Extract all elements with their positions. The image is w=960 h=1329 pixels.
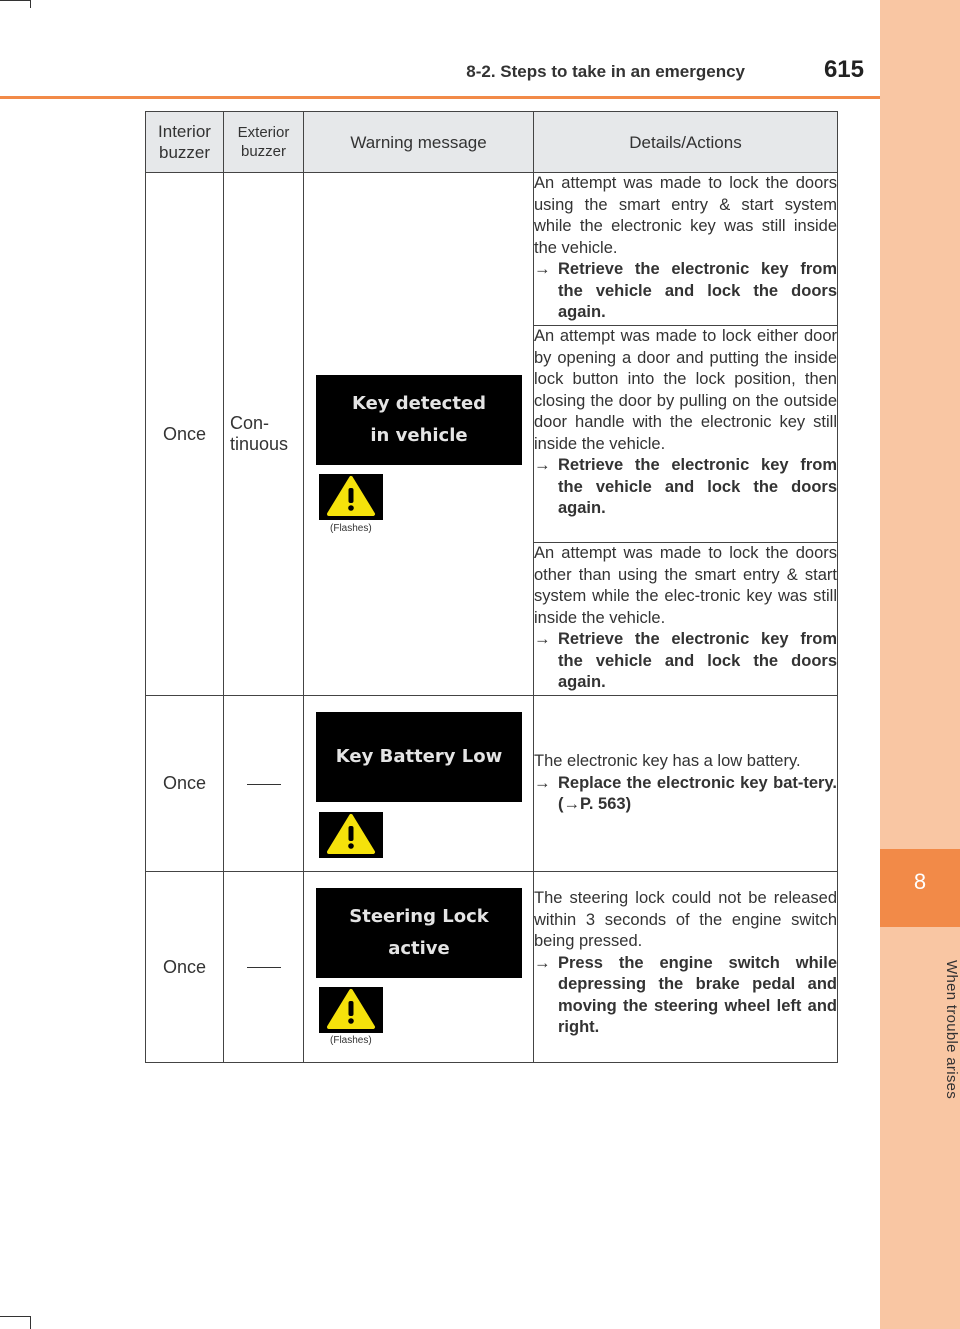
details-cell (534, 326, 838, 543)
interior-buzzer-cell: Once (146, 173, 224, 696)
crop-mark (30, 0, 31, 8)
detail-text: The electronic key has a low battery. (534, 752, 801, 771)
detail-text: An attempt was made to lock the doors using the smart entry & start system while the electronic key was still inside the vehicle. (534, 174, 837, 257)
section-title: 8-2. Steps to take in an emergency (466, 62, 745, 81)
table-row (146, 173, 838, 326)
flashes-note: (Flashes) (330, 523, 372, 534)
action-text: Retrieve the electronic key from the vehicle and lock the doors again. (558, 630, 837, 691)
chapter-side-tab (880, 0, 960, 1329)
dash-none (247, 784, 281, 785)
action-line (534, 259, 837, 324)
detail-text: An attempt was made to lock the doors other than using the smart entry & start system while the elec-tronic key was still inside the vehicle. (534, 544, 837, 627)
arrow-icon: → (534, 953, 551, 972)
action-text: Retrieve the electronic key from the vehicle and lock the doors again. (558, 260, 837, 321)
warning-message-cell (304, 872, 534, 1063)
exterior-buzzer-cell (224, 872, 304, 1063)
crop-mark (0, 0, 30, 1)
action-text: Retrieve the electronic key from the vehicle and lock the doors again. (558, 456, 837, 517)
warning-message-cell (304, 696, 534, 872)
table-row (146, 872, 838, 1063)
screen-text-line1: Steering Lock active (349, 906, 489, 959)
screen-text-line1: Key detected (351, 393, 487, 414)
warning-message-table (145, 111, 838, 1063)
table-row (146, 696, 838, 872)
chapter-title: When trouble arises (943, 960, 960, 1100)
warning-message-cell (304, 173, 534, 696)
flashes-note: (Flashes) (330, 1035, 372, 1046)
warning-screen (316, 375, 522, 465)
action-line (534, 455, 837, 520)
action-line (534, 773, 837, 816)
header-details-actions: Details/Actions (534, 112, 838, 173)
action-line (534, 629, 837, 694)
interior-buzzer-cell: Once (146, 872, 224, 1063)
detail-text: The steering lock could not be released within 3 seconds of the engine switch being pressed. (534, 889, 837, 950)
exterior-buzzer-cell (224, 696, 304, 872)
screen-text-line1: Key Battery Low (335, 746, 503, 767)
crop-mark (30, 1316, 31, 1329)
arrow-icon: → (534, 260, 551, 278)
action-text: Replace the electronic key bat-tery. (→P. 563) (558, 773, 837, 814)
details-cell (534, 872, 838, 1063)
table-header-row (146, 112, 838, 173)
exterior-buzzer-cell: Con-tinuous (224, 173, 304, 696)
arrow-icon: → (534, 456, 551, 474)
page-header (0, 52, 880, 99)
warning-triangle-icon (319, 474, 383, 520)
details-cell (534, 173, 838, 326)
header-exterior-buzzer: Exterior buzzer (224, 112, 304, 173)
dash-none (247, 967, 281, 968)
warning-triangle-icon (319, 812, 383, 858)
warning-screen (316, 888, 522, 978)
interior-buzzer-cell: Once (146, 696, 224, 872)
arrow-icon: → (534, 773, 551, 792)
details-cell (534, 696, 838, 872)
header-interior-buzzer: Interior buzzer (146, 112, 224, 173)
chapter-number: 8 (880, 849, 960, 927)
screen-text-line2: in vehicle (370, 425, 468, 446)
crop-mark (0, 1316, 30, 1317)
details-cell (534, 543, 838, 696)
action-line (534, 953, 837, 1039)
page-number: 615 (823, 56, 864, 83)
detail-text: An attempt was made to lock either door by opening a door and putting the inside lock button into the lock position, then closing the door by pulling on the outside door handle with the electronic key still inside the vehicle. (534, 327, 837, 453)
warning-screen (316, 712, 522, 802)
warning-triangle-icon (319, 987, 383, 1033)
header-warning-message: Warning message (304, 112, 534, 173)
action-text: Press the engine switch while depressing the brake pedal and moving the steering wheel left and right. (558, 953, 837, 1036)
arrow-icon: → (534, 630, 551, 648)
